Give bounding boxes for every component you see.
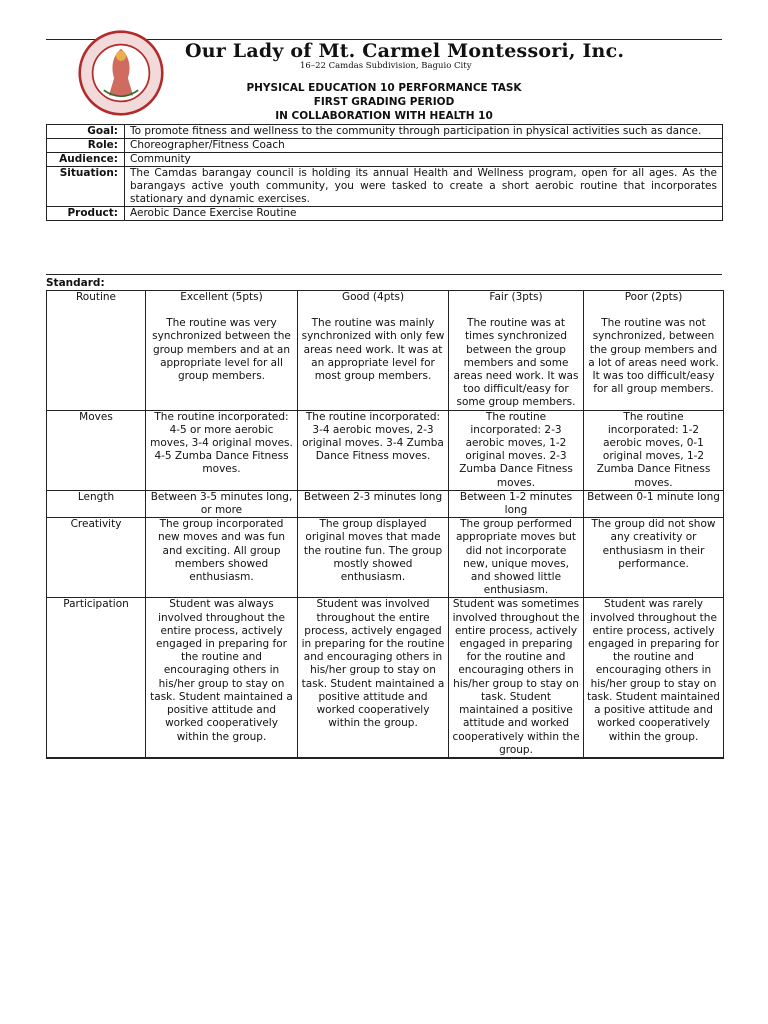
school-name: Our Lady of Mt. Carmel Montessori, Inc.: [185, 40, 625, 62]
grading-period: FIRST GRADING PERIOD: [313, 96, 455, 108]
grasps-value: Community: [125, 153, 723, 167]
collaboration-note: IN COLLABORATION WITH HEALTH 10: [275, 110, 493, 122]
level-heading: Excellent (5pts): [180, 291, 263, 303]
rubric-cell: Student was rarely involved throughout the entire process, actively engaged in preparing for the routine and encouraging others in his/her group to stay on task. Student maintained a positive attitude and worked cooperatively within the group.: [584, 598, 724, 758]
grasps-row-audience: [47, 153, 723, 167]
criterion-name: Length: [47, 490, 146, 517]
criterion-name: Creativity: [47, 518, 146, 598]
rubric-cell: Between 3-5 minutes long, or more: [146, 490, 298, 517]
level-heading: Good (4pts): [341, 291, 405, 303]
level-heading: Poor (2pts): [624, 291, 683, 303]
cell-text: The routine was not synchronized, between the group members and a lot of areas need work. It was too difficult/easy for all group members.: [588, 317, 719, 396]
rubric-cell: Between 1-2 minutes long: [449, 490, 584, 517]
rubric-table: [46, 290, 724, 759]
grasps-label: Situation:: [47, 167, 125, 207]
criterion-name: Moves: [47, 410, 146, 490]
rubric-cell: The routine incorporated: 1-2 aerobic moves, 0-1 original moves, 1-2 Zumba Dance Fitness moves.: [584, 410, 724, 490]
grasps-row-goal: [47, 125, 723, 139]
grasps-label: Product:: [47, 207, 125, 221]
level-heading: Fair (3pts): [489, 291, 543, 303]
rubric-cell: Student was always involved throughout the entire process, actively engaged in preparing for the routine and encouraging others in his/her group to stay on task. Student maintained a positive attitude and worked cooperatively within the group.: [146, 598, 298, 758]
grasps-value: The Camdas barangay council is holding its annual Health and Wellness program, open for all ages. As the barangays active youth community, you were tasked to create a short aerobic routine that incorporates stationary and dynamic exercises.: [125, 167, 723, 207]
rubric-cell: Student was sometimes involved throughout the entire process, actively engaged in preparing for the routine and encouraging others in his/her group to stay on task. Student maintained a positive attitude and worked cooperatively within the group.: [449, 598, 584, 758]
rubric-row-participation: [47, 598, 724, 758]
standard-label: Standard:: [46, 277, 105, 289]
grasps-row-situation: [47, 167, 723, 207]
criterion-name: Participation: [47, 598, 146, 758]
rubric-cell: Between 0-1 minute long: [584, 490, 724, 517]
grasps-label: Goal:: [47, 125, 125, 139]
rubric-cell: Between 2-3 minutes long: [298, 490, 449, 517]
rubric-cell: [584, 291, 724, 411]
grasps-row-product: [47, 207, 723, 221]
grasps-row-role: [47, 139, 723, 153]
rubric-cell: The routine incorporated: 2-3 aerobic moves, 1-2 original moves. 2-3 Zumba Dance Fitness moves.: [449, 410, 584, 490]
rubric-cell: The group performed appropriate moves but did not incorporate new, unique moves, and showed little enthusiasm.: [449, 518, 584, 598]
grasps-label: Role:: [47, 139, 125, 153]
grasps-table: [46, 124, 723, 221]
grasps-value: To promote fitness and wellness to the community through participation in physical activities such as dance.: [125, 125, 723, 139]
grasps-value: Choreographer/Fitness Coach: [125, 139, 723, 153]
rubric-row-moves: [47, 410, 724, 490]
rubric-cell: [449, 291, 584, 411]
rubric-cell: The group did not show any creativity or enthusiasm in their performance.: [584, 518, 724, 598]
section-rule: [46, 274, 722, 275]
rubric-cell: [298, 291, 449, 411]
grasps-value: Aerobic Dance Exercise Routine: [125, 207, 723, 221]
rubric-row-creativity: [47, 518, 724, 598]
rubric-cell: The group incorporated new moves and was fun and exciting. All group members showed enthusiasm.: [146, 518, 298, 598]
criterion-name: Routine: [47, 291, 146, 411]
rubric-row-routine: [47, 291, 724, 411]
cell-text: The routine was mainly synchronized with only few areas need work. It was at an appropriate level for most group members.: [301, 317, 445, 383]
task-title: PHYSICAL EDUCATION 10 PERFORMANCE TASK: [246, 82, 522, 94]
rubric-cell: The group displayed original moves that made the routine fun. The group mostly showed enthusiasm.: [298, 518, 449, 598]
rubric-cell: The routine incorporated: 3-4 aerobic moves, 2-3 original moves. 3-4 Zumba Dance Fitness moves.: [298, 410, 449, 490]
rubric-cell: Student was involved throughout the entire process, actively engaged in preparing for the routine and encouraging others in his/her group to stay on task. Student maintained a positive attitude and worked cooperatively within the group.: [298, 598, 449, 758]
rubric-cell: [146, 291, 298, 411]
cell-text: The routine was at times synchronized between the group members and some areas need work. It was too difficult/easy for some group members.: [453, 317, 579, 409]
rubric-row-length: [47, 490, 724, 517]
cell-text: The routine was very synchronized between the group members and at an appropriate level for all group members.: [152, 317, 291, 383]
grasps-label: Audience:: [47, 153, 125, 167]
school-address: 16–22 Camdas Subdivision, Baguio City: [300, 61, 472, 71]
rubric-cell: The routine incorporated: 4-5 or more aerobic moves, 3-4 original moves. 4-5 Zumba Dance Fitness moves.: [146, 410, 298, 490]
